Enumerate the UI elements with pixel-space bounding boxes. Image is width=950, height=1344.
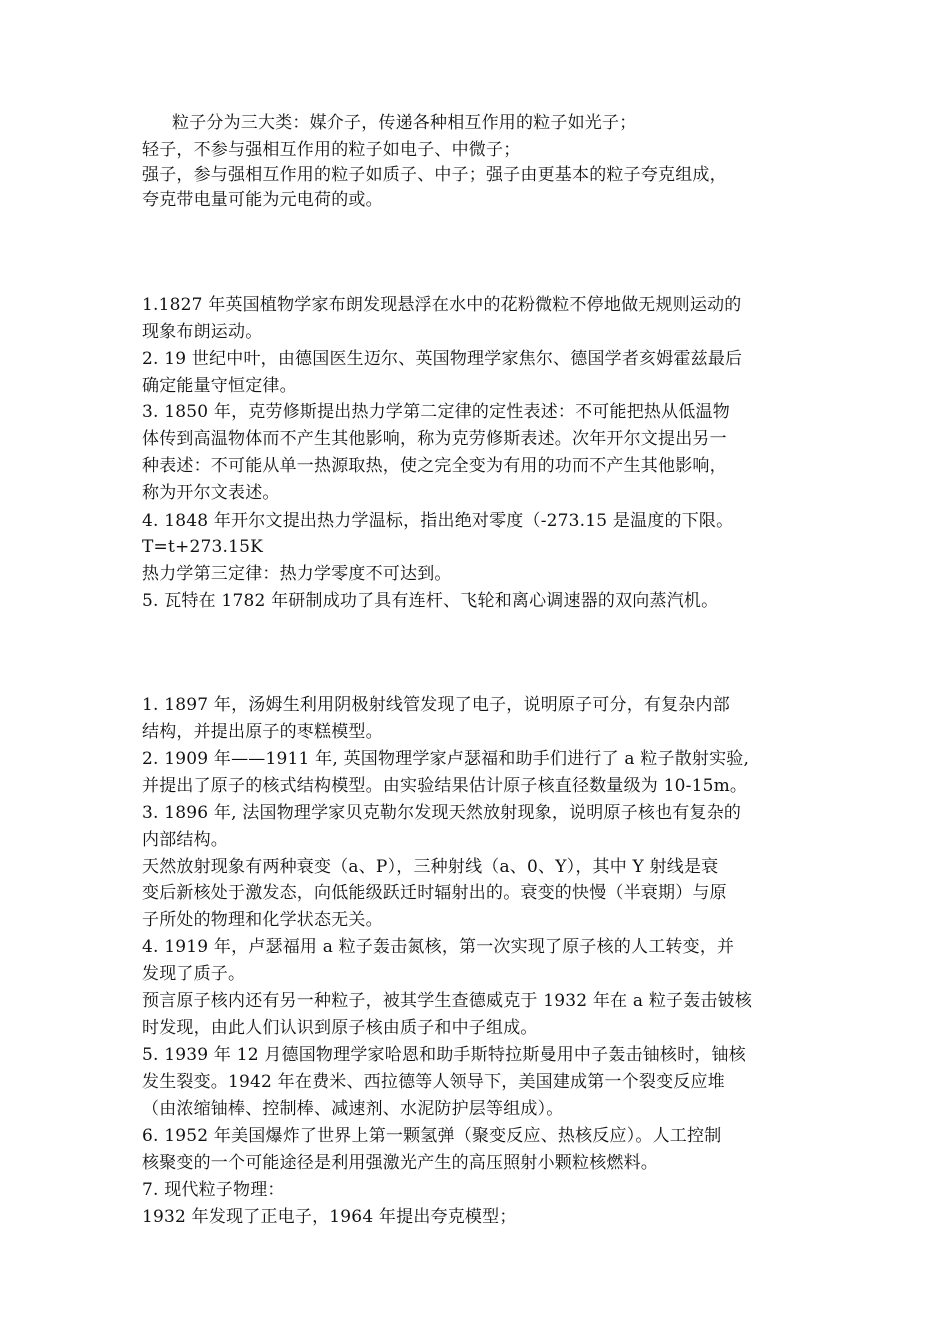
text-line: 2. 1909 年——1911 年, 英国物理学家卢瑟福和助手们进行了 a 粒子散射实验, bbox=[142, 749, 750, 769]
text-line: 内部结构。 bbox=[142, 830, 228, 850]
text-line: 夸克带电量可能为元电荷的或。 bbox=[142, 190, 383, 210]
text-line: 结构，并提出原子的枣糕模型。 bbox=[142, 722, 383, 742]
text-line: 子所处的物理和化学状态无关。 bbox=[142, 910, 383, 930]
text-line: 并提出了原子的核式结构模型。由实验结果估计原子核直径数量级为 10-15m。 bbox=[142, 776, 748, 796]
text-line: 时发现，由此人们认识到原子核由质子和中子组成。 bbox=[142, 1018, 538, 1038]
text-line: 4. 1919 年，卢瑟福用 a 粒子轰击氮核，第一次实现了原子核的人工转变，并 bbox=[142, 937, 735, 957]
text-line: 1932 年发现了正电子，1964 年提出夸克模型； bbox=[142, 1207, 517, 1227]
text-line: 预言原子核内还有另一种粒子，被其学生查德威克于 1932 年在 a 粒子轰击铍核 bbox=[142, 991, 753, 1011]
text-line: 6. 1952 年美国爆炸了世界上第一颗氢弹（聚变反应、热核反应）。人工控制 bbox=[142, 1126, 722, 1146]
text-line: 变后新核处于激发态，向低能级跃迁时辐射出的。衰变的快慢（半衰期）与原 bbox=[142, 883, 727, 903]
text-line: 5. 1939 年 12 月德国物理学家哈恩和助手斯特拉斯曼用中子轰击铀核时，铀核 bbox=[142, 1045, 746, 1065]
text-line: 2. 19 世纪中叶，由德国医生迈尔、英国物理学家焦尔、德国学者亥姆霍兹最后 bbox=[142, 349, 743, 369]
text-line: T=t+273.15K bbox=[142, 537, 264, 557]
text-line: 1. 1897 年，汤姆生利用阴极射线管发现了电子，说明原子可分，有复杂内部 bbox=[142, 695, 730, 715]
text-line: 发生裂变。1942 年在费米、西拉德等人领导下，美国建成第一个裂变反应堆 bbox=[142, 1072, 725, 1092]
text-line: 7. 现代粒子物理： bbox=[142, 1180, 285, 1200]
text-line: 3. 1850 年，克劳修斯提出热力学第二定律的定性表述：不可能把热从低温物 bbox=[142, 402, 730, 422]
text-line: 核聚变的一个可能途径是利用强激光产生的高压照射小颗粒核燃料。 bbox=[142, 1153, 658, 1173]
text-line: 种表述：不可能从单一热源取热，使之完全变为有用的功而不产生其他影响， bbox=[142, 456, 727, 476]
text-line: 1.1827 年英国植物学家布朗发现悬浮在水中的花粉微粒不停地做无规则运动的 bbox=[142, 295, 742, 315]
text-line: （由浓缩铀棒、控制棒、减速剂、水泥防护层等组成）。 bbox=[142, 1099, 564, 1119]
text-line: 4. 1848 年开尔文提出热力学温标，指出绝对零度（-273.15 是温度的下限。 bbox=[142, 511, 734, 531]
text-line: 现象布朗运动。 bbox=[142, 322, 263, 342]
text-line: 粒子分为三大类：媒介子，传递各种相互作用的粒子如光子； bbox=[172, 113, 637, 133]
text-line: 称为开尔文表述。 bbox=[142, 483, 280, 503]
text-line: 天然放射现象有两种衰变（a、P），三种射线（a、0、Y），其中 Y 射线是衰 bbox=[142, 857, 719, 877]
text-line: 5. 瓦特在 1782 年研制成功了具有连杆、飞轮和离心调速器的双向蒸汽机。 bbox=[142, 591, 719, 611]
text-line: 热力学第三定律：热力学零度不可达到。 bbox=[142, 564, 452, 584]
text-line: 体传到高温物体而不产生其他影响，称为克劳修斯表述。次年开尔文提出另一 bbox=[142, 429, 727, 449]
text-line: 确定能量守恒定律。 bbox=[142, 376, 297, 396]
text-line: 发现了质子。 bbox=[142, 964, 246, 984]
text-line: 轻子，不参与强相互作用的粒子如电子、中微子； bbox=[142, 140, 521, 160]
text-line: 3. 1896 年, 法国物理学家贝克勒尔发现天然放射现象，说明原子核也有复杂的 bbox=[142, 803, 742, 823]
text-line: 强子，参与强相互作用的粒子如质子、中子；强子由更基本的粒子夸克组成， bbox=[142, 165, 727, 185]
